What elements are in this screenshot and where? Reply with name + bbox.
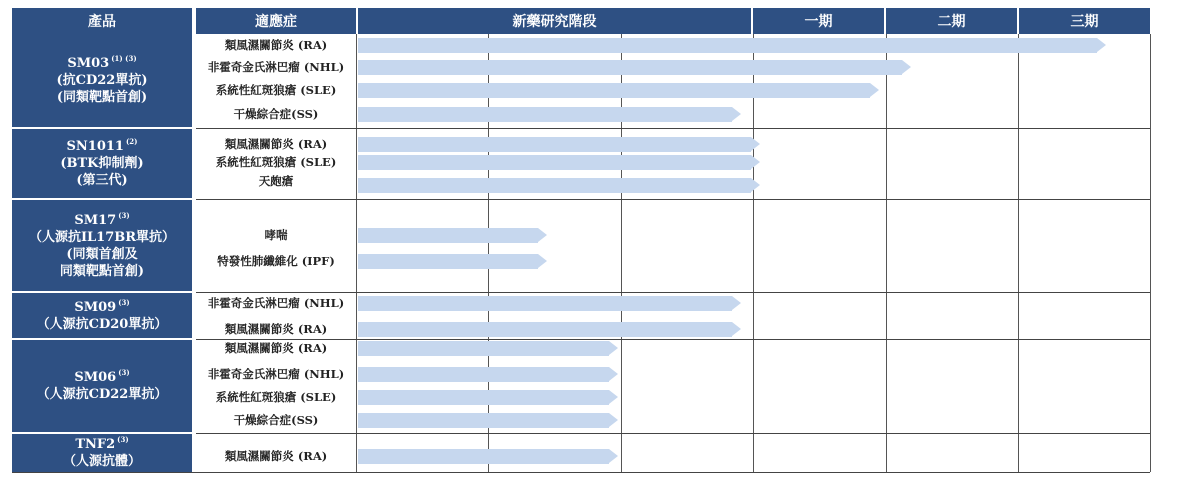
product-cell xyxy=(12,293,192,338)
pipeline-bar xyxy=(358,60,902,75)
product-description: (第三代) xyxy=(76,173,128,188)
bottom-rule xyxy=(12,472,1150,473)
pipeline-bar xyxy=(358,449,609,464)
product-cell xyxy=(12,434,192,472)
product-description: （人源抗CD22單抗） xyxy=(36,387,168,402)
product-description: （人源抗體） xyxy=(62,454,141,469)
indication-label: 干燥綜合症(SS) xyxy=(233,107,319,121)
product-cell xyxy=(12,129,192,198)
pipeline-bar xyxy=(358,155,751,170)
pipeline-bar xyxy=(358,390,609,405)
pipeline-bar xyxy=(358,107,732,122)
header-product: 產品 xyxy=(12,8,192,34)
group-separator xyxy=(196,199,1150,200)
product-description: (同類靶點首創) xyxy=(56,90,148,105)
product-description: (抗CD22單抗) xyxy=(56,73,148,88)
footnote-marker: (3) xyxy=(118,210,130,220)
footnote-marker: (3) xyxy=(118,368,130,377)
pipeline-bar xyxy=(358,137,751,152)
product-name: SM17 $^{(3)}$ xyxy=(74,210,130,228)
group-separator xyxy=(196,433,1150,434)
product-cell xyxy=(12,34,192,127)
indication-label: 非霍奇金氏淋巴瘤 (NHL) xyxy=(207,296,345,310)
product-description: （人源抗IL17BR單抗） xyxy=(28,229,176,245)
pipeline-bar xyxy=(358,413,609,428)
indication-label: 非霍奇金氏淋巴瘤 (NHL) xyxy=(207,60,345,74)
pipeline-bar xyxy=(358,228,538,243)
indication-label: 系統性紅斑狼瘡 (SLE) xyxy=(215,155,337,169)
product-description: （人源抗CD20單抗） xyxy=(36,316,168,332)
pipeline-bar xyxy=(358,341,609,356)
footnote-marker: (3) xyxy=(118,297,130,307)
product-name: SM09 $^{(3)}$ xyxy=(74,297,130,315)
product-description: (BTK抑制劑) xyxy=(60,156,144,171)
header-phase3: 三期 xyxy=(1019,8,1150,34)
indication-label: 類風濕關節炎 (RA) xyxy=(224,137,328,151)
grid-line-vertical xyxy=(1018,34,1019,472)
pipeline-bar xyxy=(358,38,1097,53)
product-name: SM03 $^{(1) (3)}$ xyxy=(67,54,137,71)
footnote-marker: (2) xyxy=(125,137,138,146)
footnote-marker: (3) xyxy=(117,435,129,444)
pipeline-bar xyxy=(358,322,732,337)
indication-label: 類風濕關節炎 (RA) xyxy=(224,341,328,355)
indication-label: 特發性肺纖維化 (IPF) xyxy=(217,254,335,268)
indication-label: 類風濕關節炎 (RA) xyxy=(224,449,328,463)
product-name: SN1011 $^{(2)}$ xyxy=(66,137,138,154)
indication-label: 系統性紅斑狼瘡 (SLE) xyxy=(215,83,337,97)
indication-label: 類風濕關節炎 (RA) xyxy=(224,322,328,336)
header-phase2: 二期 xyxy=(886,8,1017,34)
product-cell xyxy=(12,200,192,291)
product-name: TNF2 $^{(3)}$ xyxy=(75,435,129,452)
indication-label: 系統性紅斑狼瘡 (SLE) xyxy=(215,390,337,404)
product-description: (同類首創及 xyxy=(66,246,138,262)
indication-label: 天皰瘡 xyxy=(258,174,294,188)
product-name: SM06 $^{(3)}$ xyxy=(74,368,130,385)
grid-line-vertical xyxy=(621,34,622,472)
product-description: 同類靶點首創) xyxy=(59,263,145,279)
indication-label: 類風濕關節炎 (RA) xyxy=(224,38,328,52)
indication-label: 哮喘 xyxy=(264,228,288,242)
group-separator xyxy=(196,292,1150,293)
pipeline-bar xyxy=(358,83,870,98)
header-indication: 適應症 xyxy=(196,8,356,34)
header-phase1: 一期 xyxy=(753,8,884,34)
grid-line-vertical xyxy=(1150,34,1151,472)
grid-line-vertical xyxy=(356,34,357,472)
pipeline-bar xyxy=(358,254,538,269)
grid-line-vertical xyxy=(886,34,887,472)
indication-label: 非霍奇金氏淋巴瘤 (NHL) xyxy=(207,367,345,381)
pipeline-bar xyxy=(358,296,732,311)
indication-label: 干燥綜合症(SS) xyxy=(233,413,319,427)
pipeline-bar xyxy=(358,367,609,382)
header-research: 新藥研究階段 xyxy=(358,8,751,34)
grid-line-vertical xyxy=(488,34,489,472)
footnote-marker: (1) (3) xyxy=(111,54,137,63)
product-cell xyxy=(12,340,192,432)
pipeline-bar xyxy=(358,178,751,193)
group-separator xyxy=(196,128,1150,129)
grid-line-vertical xyxy=(753,34,754,472)
